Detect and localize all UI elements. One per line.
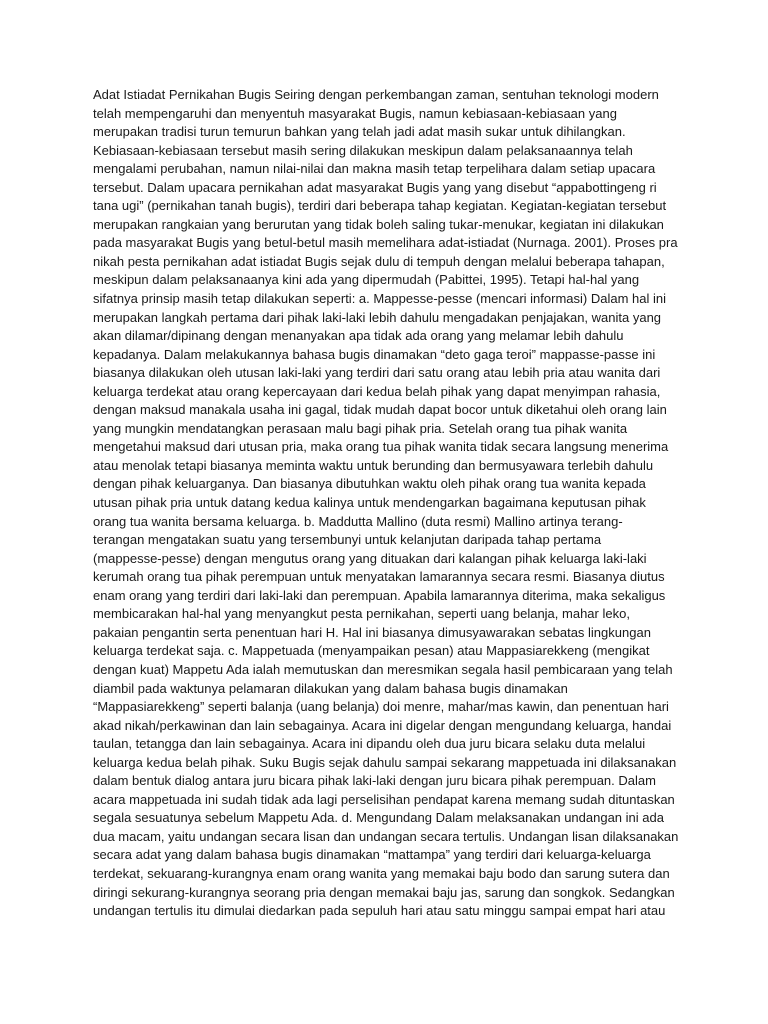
text-line: dengan kuat) Mappetu Ada ialah memutuskan dan meresmikan segala hasil pembicaraan yang telah — [93, 661, 673, 677]
text-line: merupakan langkah pertama dari pihak laki-laki lebih dahulu mengadakan penjajakan, wanita yang — [93, 309, 662, 325]
text-line: taulan, tetangga dan lain sebagainya. Acara ini dipandu oleh dua juru bicara selaku duta melalui — [93, 736, 646, 752]
text-line: utusan pihak pria untuk datang kedua kalinya untuk mendengarkan bagaimana keputusan pihak — [93, 495, 646, 511]
text-line: kerumah orang tua pihak perempuan untuk menyatakan lamarannya secara resmi. Biasanya diutus — [93, 569, 665, 585]
text-line: Kebiasaan-kebiasaan tersebut masih sering dilakukan meskipun dalam pelaksanaannya telah — [93, 142, 633, 158]
text-line: meskipun dalam pelaksanaanya kini ada yang dipermudah (Pabittei, 1995). Tetapi hal-hal yang — [93, 272, 640, 288]
text-line: membicarakan hal-hal yang menyangkut pesta pernikahan, seperti uang belanja, mahar leko, — [93, 606, 630, 622]
text-line: pakaian pengantin serta penentuan hari H. Hal ini biasanya dimusyawarakan sebatas lingkungan — [93, 624, 651, 640]
text-line: diambil pada waktunya pelamaran dilakukan yang dalam bahasa bugis dinamakan — [93, 680, 568, 696]
text-line: telah mempengaruhi dan menyentuh masyarakat Bugis, namun kebiasaan-kebiasaan yang — [93, 105, 617, 121]
text-line: yang mungkin mendatangkan perasaan malu bagi pihak pria. Setelah orang tua pihak wanita — [93, 420, 628, 436]
text-line: sifatnya prinsip masih tetap dilakukan seperti: a. Mappesse-pesse (mencari informasi) Dalam hal ini — [93, 291, 666, 307]
text-line: “Mappasiarekkeng” seperti balanja (uang belanja) doi menre, mahar/mas kawin, dan penentuan hari — [93, 699, 669, 715]
text-line: (mappesse-pesse) dengan mengutus orang yang dituakan dari kalangan pihak keluarga laki-laki — [93, 550, 647, 566]
text-line: segala sesuatunya sebelum Mappetu Ada. d. Mengundang Dalam melaksanakan undangan ini ada — [93, 810, 664, 826]
text-line: acara mappetuada ini sudah tidak ada lagi perselisihan pendapat karena memang sudah dituntaskan — [93, 791, 675, 807]
text-line: keluarga kedua belah pihak. Suku Bugis sejak dahulu sampai sekarang mappetuada ini dilaksanakan — [93, 754, 677, 770]
text-line: merupakan tradisi turun temurun bahkan yang telah jadi adat masih sukar untuk dihilangkan. — [93, 124, 626, 140]
text-line: akad nikah/perkawinan dan lain sebagainya. Acara ini digelar dengan mengundang keluarga, handai — [93, 717, 672, 733]
text-line: atau menolak tetapi biasanya meminta waktu untuk berunding dan bermusyawara terlebih dahulu — [93, 457, 654, 473]
text-line: mengetahui maksud dari utusan pria, maka orang tua pihak wanita tidak secara langsung menerima — [93, 439, 669, 455]
text-line: dengan pihak keluarganya. Dan biasanya dibutuhkan waktu oleh pihak orang tua wanita kepada — [93, 476, 646, 492]
text-line: keluarga terdekat saja. c. Mappetuada (menyampaikan pesan) atau Mappasiarekkeng (mengikat — [93, 643, 650, 659]
text-line: kepadanya. Dalam melakukannya bahasa bugis dinamakan “deto gaga teroi” mappasse-passe ini — [93, 346, 656, 362]
text-line: keluarga terdekat atau orang kepercayaan dari kedua belah pihak yang dapat menyimpan rahasia, — [93, 383, 661, 399]
text-line: Adat Istiadat Pernikahan Bugis Seiring dengan perkembangan zaman, sentuhan teknologi modern — [93, 87, 659, 102]
text-line: pada masyarakat Bugis yang betul-betul masih memelihara adat-istiadat (Nurnaga. 2001). Proses pra — [93, 235, 678, 251]
text-line: orang tua wanita bersama keluarga. b. Maddutta Mallino (duta resmi) Mallino artinya terang- — [93, 513, 623, 529]
text-line: merupakan rangkaian yang berurutan yang tidak boleh saling tukar-menukar, kegiatan ini dilakukan — [93, 216, 664, 232]
text-line: tana ugi” (pernikahan tanah bugis), terdiri dari beberapa tahap kegiatan. Kegiatan-kegiatan tersebut — [93, 198, 667, 214]
body-text — [93, 86, 693, 921]
text-line: dengan maksud manakala usaha ini gagal, tidak mudah dapat bocor untuk diketahui oleh orang lain — [93, 402, 667, 418]
text-line: dua macam, yaitu undangan secara lisan dan undangan secara tertulis. Undangan lisan dilaksanakan — [93, 828, 679, 844]
text-line: dalam bentuk dialog antara juru bicara pihak laki-laki dengan juru bicara pihak perempuan. Dalam — [93, 773, 656, 789]
text-line: diringi sekurang-kurangnya seorang pria dengan memakai baju jas, sarung dan songkok. Sedangkan — [93, 884, 675, 900]
text-line: terangan mengatakan suatu yang tersembunyi untuk kelanjutan daripada tahap pertama — [93, 532, 602, 548]
text-line: secara adat yang dalam bahasa bugis dinamakan “mattampa” yang terdiri dari keluarga-keluarga — [93, 847, 651, 863]
text-line: biasanya dilakukan oleh utusan laki-laki yang terdiri dari satu orang atau lebih pria atau wanita dari — [93, 365, 661, 381]
text-line: tersebut. Dalam upacara pernikahan adat masyarakat Bugis yang yang disebut “appabottingeng ri — [93, 179, 657, 195]
text-line: akan dilamar/dipinang dengan menanyakan apa tidak ada orang yang melamar lebih dahulu — [93, 328, 624, 344]
text-line: mengalami perubahan, namun nilai-nilai dan makna masih tetap terpelihara dalam setiap upacara — [93, 161, 656, 177]
text-line: enam orang yang terdiri dari laki-laki dan perempuan. Apabila lamarannya diterima, maka sekaligus — [93, 587, 666, 603]
text-line: nikah pesta pernikahan adat istiadat Bugis sejak dulu di tempuh dengan melalui beberapa tahapan, — [93, 253, 665, 269]
text-line: undangan tertulis itu dimulai diedarkan pada sepuluh hari atau satu minggu sampai empat hari atau — [93, 903, 666, 919]
text-line: terdekat, sekuarang-kurangnya enam orang wanita yang memakai baju bodo dan sarung sutera dan — [93, 865, 670, 881]
